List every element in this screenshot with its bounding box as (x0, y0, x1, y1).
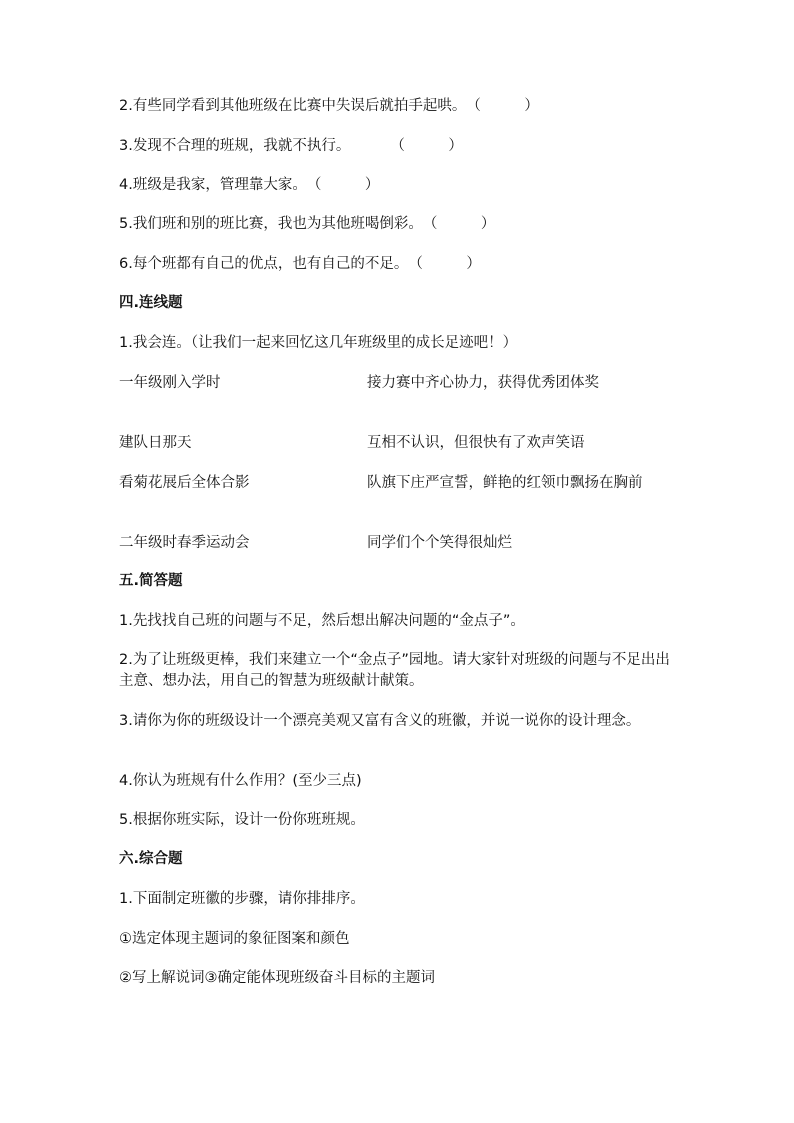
judgement-item-5 (119, 214, 495, 234)
comprehensive-step: ①选定体现主题词的象征图案和颜色 (119, 931, 350, 947)
short-answer-item-2: 2.为了让班级更棒，我们来建立一个“金点子”园地。请大家针对班级的问题与不足出出主意、想办法，用自己的智慧为班级献计献策。 (119, 652, 670, 689)
judgement-item-6 (119, 254, 481, 274)
matching-left-item[interactable]: 二年级时春季运动会 (119, 535, 250, 551)
matching-right-item[interactable]: 接力赛中齐心协力，获得优秀团体奖 (367, 375, 599, 391)
matching-left-item[interactable]: 一年级刚入学时 (119, 375, 221, 391)
judgement-item-text: 2.有些同学看到其他班级在比赛中失误后就拍手起哄。 (119, 98, 467, 114)
answer-blank[interactable]: （ ） (390, 138, 463, 154)
judgement-item-2 (119, 96, 539, 116)
section-heading-short-answer: 五.简答题 (119, 573, 183, 589)
judgement-item-text: 4.班级是我家，管理靠大家。 (119, 177, 307, 193)
matching-right-item[interactable]: 互相不认识，但很快有了欢声笑语 (367, 435, 585, 451)
section-heading-matching: 四.连线题 (119, 295, 183, 311)
answer-blank[interactable]: （ ） (306, 177, 380, 193)
judgement-item-text: 6.每个班都有自己的优点，也有自己的不足。 (119, 256, 409, 272)
matching-right-item[interactable]: 队旗下庄严宣誓，鲜艳的红领巾飘扬在胸前 (367, 475, 643, 491)
judgement-item-text: 5.我们班和别的班比赛，我也为其他班喝倒彩。 (119, 216, 423, 232)
comprehensive-step: ②写上解说词③确定能体现班级奋斗目标的主题词 (119, 970, 435, 986)
judgement-item-3 (119, 136, 463, 156)
comprehensive-question: 1.下面制定班徽的步骤，请你排排序。 (119, 891, 365, 907)
short-answer-item-5: 5.根据你班实际，设计一份你班班规。 (119, 812, 365, 828)
matching-right-item[interactable]: 同学们个个笑得很灿烂 (367, 535, 512, 551)
section-heading-comprehensive: 六.综合题 (119, 851, 183, 867)
short-answer-item-1: 1.先找找自己班的问题与不足，然后想出解决问题的“金点子”。 (119, 613, 525, 629)
short-answer-item-3: 3.请你为你的班级设计一个漂亮美观又富有含义的班徽，并说一说你的设计理念。 (119, 713, 641, 729)
answer-blank[interactable]: （ ） (408, 256, 481, 272)
answer-blank[interactable]: （ ） (422, 216, 496, 232)
short-answer-item-4: 4.你认为班规有什么作用？(至少三点) (119, 773, 362, 789)
answer-blank[interactable]: （ ） (466, 98, 539, 114)
judgement-item-4 (119, 175, 379, 195)
matching-left-item[interactable]: 看菊花展后全体合影 (119, 475, 250, 491)
matching-question: 1.我会连。（让我们一起来回忆这几年班级里的成长足迹吧！） (119, 335, 518, 351)
judgement-item-text: 3.发现不合理的班规，我就不执行。 (119, 138, 351, 154)
matching-left-item[interactable]: 建队日那天 (119, 435, 192, 451)
